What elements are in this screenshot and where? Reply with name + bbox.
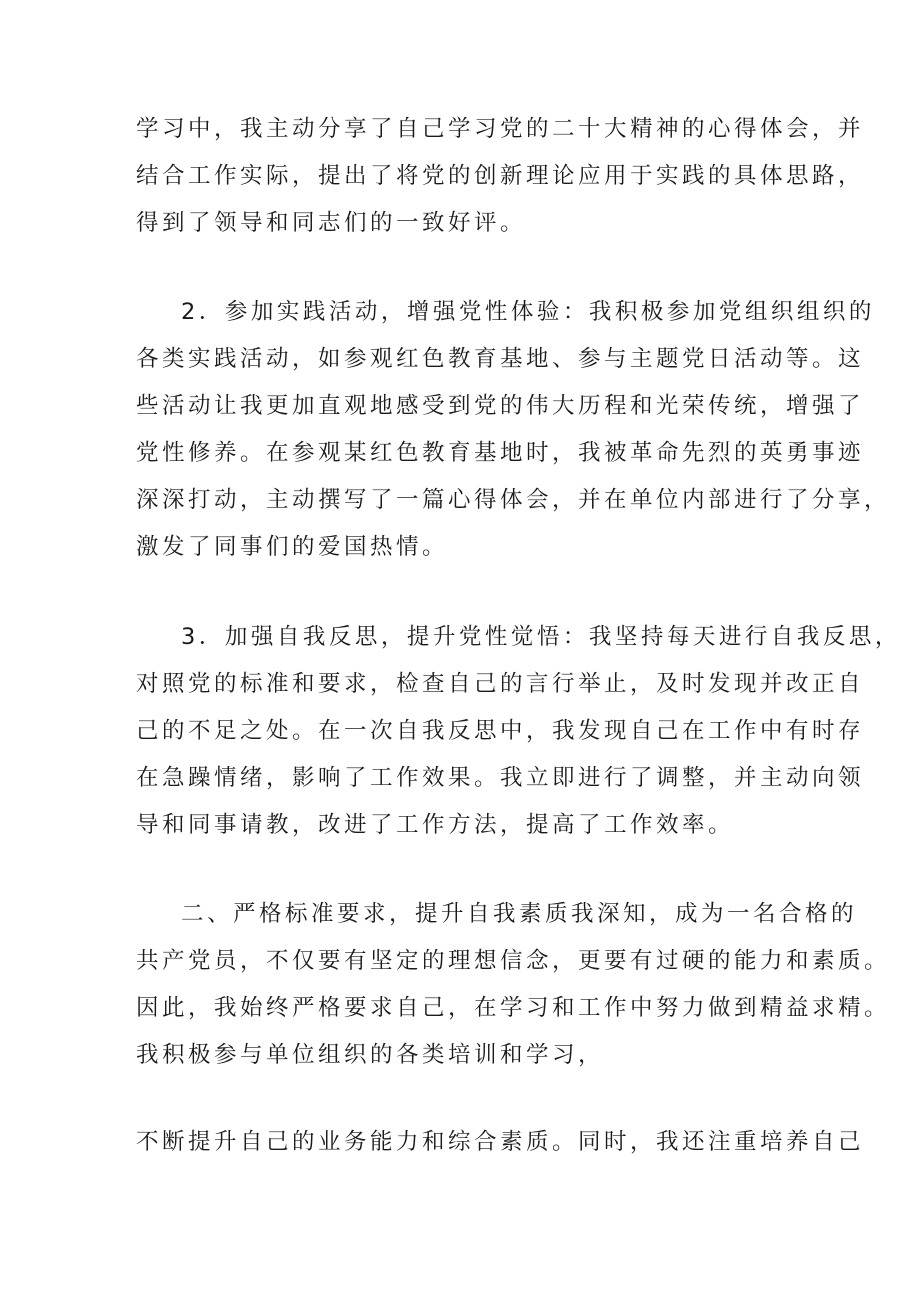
paragraph-practice-activities: [136, 289, 891, 571]
paragraph-sharing-experience: [136, 106, 865, 247]
text-line: 因此，我始终严格要求自己，在学习和工作中努力做到精益求精。: [136, 995, 891, 1021]
text-line: 2．参加实践活动，增强党性体验：我积极参加党组织组织的: [181, 299, 875, 325]
text-line: 党性修养。在参观某红色教育基地时，我被革命先烈的英勇事迹: [136, 440, 865, 466]
text-line: 3．加强自我反思，提升党性觉悟：我坚持每天进行自我反思，: [181, 624, 901, 650]
text-line: 己的不足之处。在一次自我反思中，我发现自己在工作中有时存: [136, 718, 865, 744]
paragraph-strict-standards: [136, 891, 891, 1079]
text-line: 各类实践活动，如参观红色教育基地、参与主题党日活动等。这: [136, 346, 865, 372]
text-line: 得到了领导和同志们的一致好评。: [136, 210, 527, 236]
text-line: 深深打动，主动撰写了一篇心得体会，并在单位内部进行了分享，: [136, 487, 891, 513]
text-line: 共产党员，不仅要有坚定的理想信念，更要有过硬的能力和素质。: [136, 948, 891, 974]
text-line: 结合工作实际，提出了将党的创新理论应用于实践的具体思路，: [136, 163, 865, 189]
text-line: 我积极参与单位组织的各类培训和学习，: [136, 1042, 605, 1068]
text-line: 激发了同事们的爱国热情。: [136, 534, 449, 560]
text-line: 学习中，我主动分享了自己学习党的二十大精神的心得体会，并: [136, 116, 865, 142]
text-line: 不断提升自己的业务能力和综合素质。同时，我还注重培养自己: [136, 1129, 865, 1155]
text-line: 二、严格标准要求，提升自我素质我深知，成为一名合格的: [181, 901, 858, 927]
text-line: 对照党的标准和要求，检查自己的言行举止，及时发现并改正自: [136, 671, 865, 697]
text-line: 导和同事请教，改进了工作方法，提高了工作效率。: [136, 812, 735, 838]
text-line: 些活动让我更加直观地感受到党的伟大历程和光荣传统，增强了: [136, 393, 865, 419]
paragraph-self-reflection: [136, 614, 901, 849]
text-line: 在急躁情绪，影响了工作效果。我立即进行了调整，并主动向领: [136, 765, 865, 791]
paragraph-continued: [136, 1119, 865, 1166]
